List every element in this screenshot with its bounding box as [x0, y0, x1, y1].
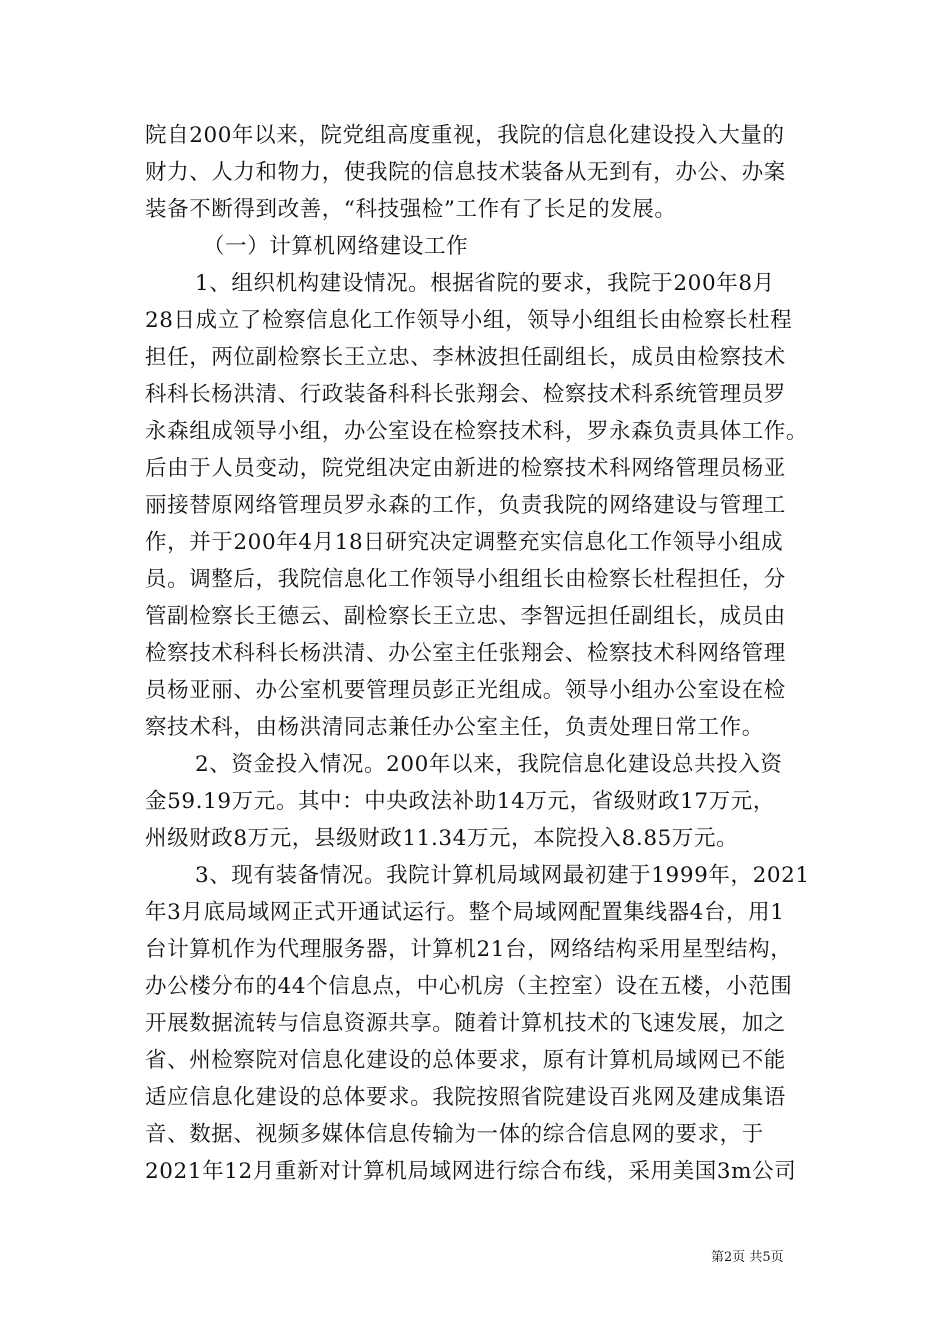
text-line: 院自200年以来，院党组高度重视，我院的信息化建设投入大量的 [145, 123, 785, 148]
text-line: 员。调整后，我院信息化工作领导小组组长由检察长杜程担任，分 [145, 567, 786, 592]
text-line: 年3月底局域网正式开通试运行。整个局域网配置集线器4台，用1 [145, 900, 785, 925]
text-line: 察技术科，由杨洪清同志兼任办公室主任，负责处理日常工作。 [145, 715, 764, 740]
section-heading: （一）计算机网络建设工作 [203, 234, 469, 259]
text-line: 装备不断得到改善，“科技强检”工作有了长足的发展。 [145, 197, 677, 222]
text-line: 金59.19万元。其中：中央政法补助14万元，省级财政17万元， [145, 789, 775, 814]
text-line: 办公楼分布的44个信息点，中心机房（主控室）设在五楼，小范围 [145, 974, 793, 999]
text-line: 适应信息化建设的总体要求。我院按照省院建设百兆网及建成集语 [145, 1085, 786, 1110]
text-line: 员杨亚丽、办公室机要管理员彭正光组成。领导小组办公室设在检 [145, 678, 786, 703]
text-line: 科科长杨洪清、行政装备科科长张翔会、检察技术科系统管理员罗 [145, 382, 786, 407]
text-line: 28日成立了检察信息化工作领导小组，领导小组组长由检察长杜程 [145, 308, 793, 333]
page-number: 第2页 共5页 [711, 1250, 784, 1265]
text-line: 担任，两位副检察长王立忠、李林波担任副组长，成员由检察技术 [145, 345, 786, 370]
text-line: 财力、人力和物力，使我院的信息技术装备从无到有，办公、办案 [145, 160, 786, 185]
text-line: 丽接替原网络管理员罗永森的工作，负责我院的网络建设与管理工 [145, 493, 786, 518]
text-line: 后由于人员变动，院党组决定由新进的检察技术科网络管理员杨亚 [145, 456, 786, 481]
text-line: 音、数据、视频多媒体信息传输为一体的综合信息网的要求，于 [145, 1122, 764, 1147]
text-line: 省、州检察院对信息化建设的总体要求，原有计算机局域网已不能 [145, 1048, 786, 1073]
text-line: 州级财政8万元，县级财政11.34万元，本院投入8.85万元。 [145, 826, 739, 851]
text-line: 开展数据流转与信息资源共享。随着计算机技术的飞速发展，加之 [145, 1011, 786, 1036]
text-line: 管副检察长王德云、副检察长王立忠、李智远担任副组长，成员由 [145, 604, 786, 629]
text-line: 2、资金投入情况。200年以来，我院信息化建设总共投入资 [195, 752, 783, 777]
text-line: 台计算机作为代理服务器，计算机21台，网络结构采用星型结构， [145, 937, 793, 962]
text-line: 3、现有装备情况。我院计算机局域网最初建于1999年，2021 [195, 863, 810, 888]
text-line: 2021年12月重新对计算机局域网进行综合布线，采用美国3m公司 [145, 1159, 797, 1184]
text-line: 永森组成领导小组，办公室设在检察技术科，罗永森负责具体工作。 [145, 419, 809, 444]
text-line: 作，并于200年4月18日研究决定调整充实信息化工作领导小组成 [145, 530, 784, 555]
text-line: 检察技术科科长杨洪清、办公室主任张翔会、检察技术科网络管理 [145, 641, 786, 666]
text-line: 1、组织机构建设情况。根据省院的要求，我院于200年8月 [195, 271, 775, 296]
